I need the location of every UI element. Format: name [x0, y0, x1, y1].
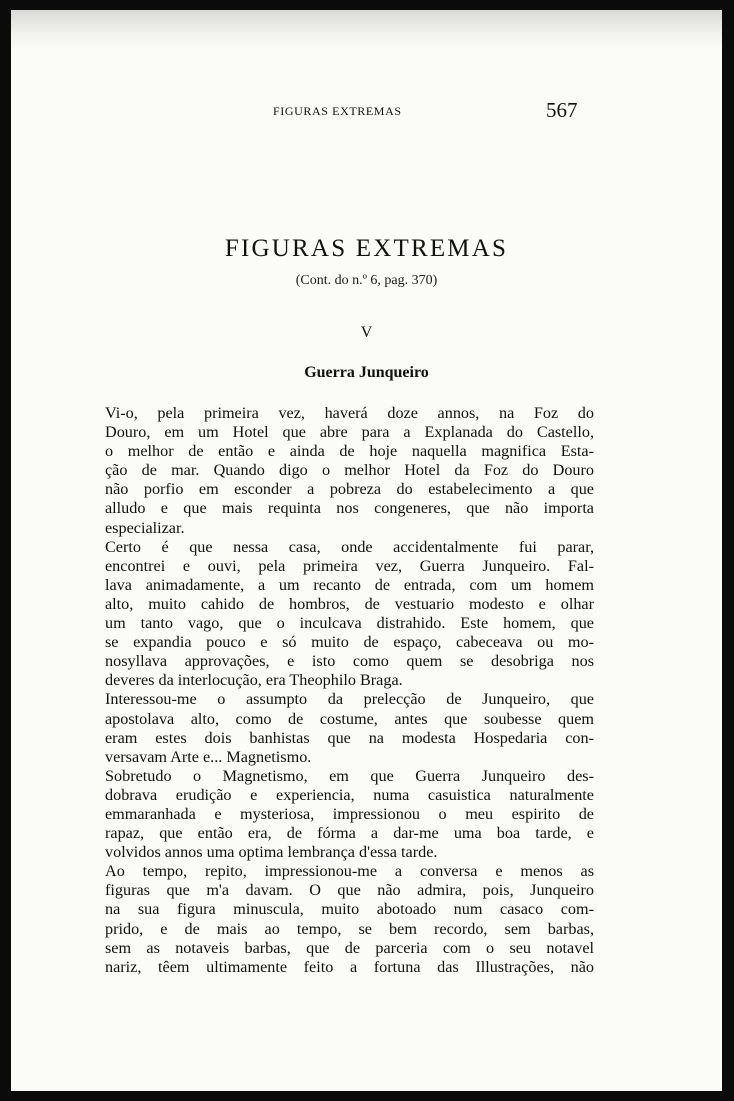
article-title: FIGURAS EXTREMAS: [224, 235, 509, 262]
text-line: o melhor de então e ainda de hoje naquella magnifica Esta-: [105, 442, 594, 461]
text-line: apostolava alto, como de costume, antes que soubesse quem: [105, 709, 594, 728]
running-header-title: FIGURAS EXTREMAS: [273, 104, 402, 118]
text-line: na sua figura minuscula, muito abotoado num casaco com-: [105, 900, 594, 919]
section-numeral: V: [360, 324, 373, 341]
text-line: Certo é que nessa casa, onde accidentalmente fui parar,: [105, 537, 594, 556]
text-line: eram estes dois banhistas que na modesta Hospedaria con-: [105, 728, 594, 747]
text-line: não porfio em esconder a pobreza do estabelecimento a que: [105, 480, 594, 499]
text-line: versavam Arte e... Magnetismo.: [105, 747, 312, 766]
text-line: sem as notaveis barbas, que de parceria com o seu notavel: [105, 938, 594, 957]
text-line: Interessou-me o assumpto da prelecção de Junqueiro, que: [105, 690, 594, 709]
section-heading: Guerra Junqueiro: [304, 364, 429, 381]
text-line: emmaranhada e mysteriosa, impressionou o meu espirito de: [105, 804, 594, 823]
text-line: encontrei e ouvi, pela primeira vez, Guerra Junqueiro. Fal-: [105, 556, 594, 575]
text-line: Vi-o, pela primeira vez, haverá doze annos, na Foz do: [105, 404, 594, 422]
text-line: alludo e que mais requinta nos congeneres, que não importa: [105, 499, 594, 518]
text-line: Sobretudo o Magnetismo, em que Guerra Junqueiro des-: [105, 766, 594, 785]
text-line: especializar.: [105, 518, 185, 537]
text-line: prido, e de mais ao tempo, se bem recordo, sem barbas,: [105, 919, 594, 938]
text-line: ção de mar. Quando digo o melhor Hotel da Foz do Douro: [105, 461, 594, 480]
text-line: um tanto vago, que o inculcava distrahido. Este homem, que: [105, 614, 594, 633]
text-line: volvidos annos uma optima lembrança d'essa tarde.: [105, 843, 438, 862]
text-line: se expandia pouco e só muito de espaço, cabeceava ou mo-: [105, 633, 594, 652]
book-page: [11, 10, 722, 1091]
continuation-note: (Cont. do n.º 6, pag. 370): [295, 273, 438, 288]
text-line: dobrava erudição e experiencia, numa casuistica naturalmente: [105, 785, 594, 804]
text-line: lava animadamente, a um recanto de entrada, com um homem: [105, 575, 594, 594]
text-line: Douro, em um Hotel que abre para a Explanada do Castello,: [105, 423, 594, 442]
text-line: alto, muito cahido de hombros, de vestuario modesto e olhar: [105, 594, 594, 613]
text-line: figuras que m'a davam. O que não admira, pois, Junqueiro: [105, 881, 594, 900]
body-text: [105, 404, 594, 977]
text-line: nosyllava approvações, e isto como quem se desobriga nos: [105, 652, 594, 671]
text-line: Ao tempo, repito, impressionou-me a conversa e menos as: [105, 862, 594, 881]
text-line: rapaz, que então era, de fórma a dar-me uma boa tarde, e: [105, 824, 594, 843]
text-line: nariz, têem ultimamente feito a fortuna das Illustrações, não: [105, 957, 594, 976]
page-number: 567: [546, 98, 578, 122]
text-line: deveres da interlocução, era Theophilo Braga.: [105, 671, 403, 690]
